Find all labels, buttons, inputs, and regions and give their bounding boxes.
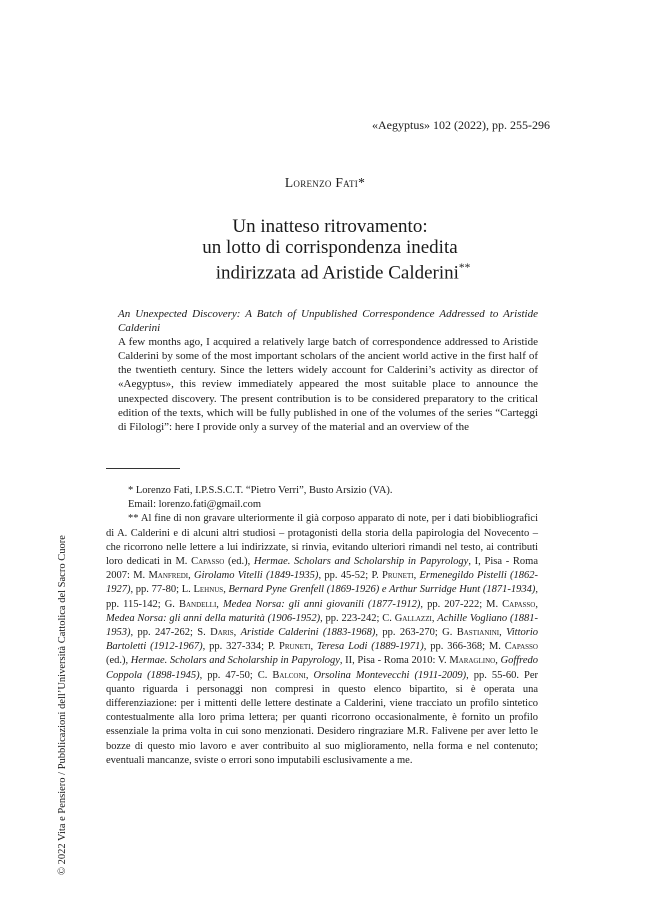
footnote-separator [106,468,180,469]
fn2-text: , [495,655,501,667]
fn2-work-title: Goffredo Coppola (1898-1945) [106,655,539,681]
fn2-author: Daris [210,627,234,639]
fn2-text: , I, Pisa - Roma 2007: M. [106,556,539,582]
fn2-text: , pp. 77-80; L. [130,584,194,596]
title-line-3 [150,258,510,283]
fn2-text: , pp. 47-50; C. [199,669,273,681]
fn2-author: Pruneti [382,570,414,582]
fn2-text: , [188,570,195,582]
fn2-work-title: Ermenegildo Pistelli (1862-1927) [106,570,539,596]
fn2-work-title: Medea Norsa: gli anni giovanili (1877-1912) [222,598,421,610]
fn2-author: Balconi [272,669,306,681]
fn2-text: , pp. 45-52; P. [318,570,383,582]
fn2-text: , [216,598,223,610]
fn2-work-title: Bernard Pyne Grenfell (1869-1926) e Arthur Surridge Hunt (1871-1934) [228,584,536,596]
fn2-work-title: Achille Vogliano (1881-1953) [106,612,538,639]
fn2-text: , [499,627,507,639]
abstract [118,307,538,434]
fn2-text: , pp. 207-222; M. [420,598,503,610]
footnote-1-email: Email: lorenzo.fati@gmail.com [128,499,262,511]
fn2-text: , pp. 366-368; M. [423,641,505,653]
fn2-work-title: Medea Norsa: gli anni della maturità (1906-1952) [106,612,321,624]
fn2-text: , [413,570,420,582]
fn2-text: ** Al fine di non gravare ulteriormente il già corposo apparato di note, per i dati biobibliografici di A. Calderini e di alcuni altri studiosi – protagonisti della storia della papirologia del Novecento – che ricorrono nelle lettere a lui indirizzate, si rinvia, evitando ulteriori rimandi nel testo, ai contributi loro dedicati in M. [106,513,538,568]
fn2-author: Capasso [502,598,536,610]
fn2-author: Manfredi [148,570,189,582]
author-footnote-marker: * [358,175,366,190]
fn2-text: , pp. 327-334; P. [202,641,280,653]
fn2-text: , [233,627,241,639]
footnote-1-affiliation: * Lorenzo Fati, I.P.S.S.C.T. “Pietro Verri”, Busto Arsizio (VA). [128,485,393,496]
author-name-text: Lorenzo Fati [284,175,359,190]
fn2-text: (ed.), [224,556,254,568]
fn2-text: , pp. 247-262; S. [130,627,211,639]
title-footnote-marker: ** [458,262,471,274]
abstract-text: A few months ago, I acquired a relatively large batch of correspondence addressed to Aristide Calderini by some of the most important scholars of the ancient world active in the first half of the twentieth century. Since the letters widely account for Calderini’s activity as director of «Aegyptus», this review immediately appeared the most suitable place to announce the unexpected discovery. The present contribution is to be considered preparatory to the critical edition of the texts, which will be fully published in one of the volumes of the series “Carteggi di Filologi”: here I provide only a survey of the material and an overview of the [118,336,538,433]
fn2-text: , [535,598,538,610]
fn2-text: , pp. 115-142; G. [106,584,539,610]
fn2-author: Capasso [191,556,225,568]
fn2-work-title: Teresa Lodi (1889-1971) [317,641,424,653]
fn2-author: Gallazzi [394,612,432,624]
title-line-2: un lotto di corrispondenza inedita [202,237,458,258]
fn2-work-title: Aristide Calderini (1883-1968) [240,627,376,639]
fn2-work-title: Orsolina Montevecchi (1911-2009) [313,669,467,681]
fn2-text: , [305,669,314,681]
title-line-3-text: indirizzata ad Aristide Calderini [215,262,459,284]
article-title [150,216,510,283]
fn2-text: , pp. 55-60. Per quanto riguarda i personaggi non compresi in questo elenco bipartito, si è operata una differenziazione: per i mittenti delle lettere destinate a Calderini, viene tracciato un profilo sintetico contestualmente alla loro prima lettera; per quanti ricorrono occasionalmente, è fornito un profilo essenziale la prima volta in cui sono menzionati. Desidero ringraziare M.R. Falivene per aver letto le bozze di questo mio lavoro e aver contribuito al suo miglioramento, nella forma e nel contenuto; eventuali mancanze, sviste o errori sono imputabili esclusivamente a me. [106,669,539,766]
fn2-work-title: Vittorio Bartoletti (1912-1967) [106,627,539,653]
footnote-2 [106,512,538,768]
copyright-text: © 2022 Vita e Pensiero / Pubblicazioni dell’Università Cattolica del Sacro Cuore [57,535,68,875]
fn2-text: , pp. 263-270; G. [375,627,457,639]
fn2-text: , [431,612,438,624]
fn2-author: Maraglino [449,655,496,667]
fn2-work-title: Girolamo Vitelli (1849-1935) [194,570,319,582]
fn2-text: , [223,584,229,596]
fn2-work-title: Hermae. Scholars and Scholarship in Papyrology [130,655,340,667]
fn2-text: (ed.), [106,655,131,667]
copyright-sidebar [52,275,74,875]
fn2-author: Bastianini [456,627,500,639]
fn2-work-title: Hermae. Scholars and Scholarship in Papyrology [253,556,469,568]
fn2-author: Pruneti [279,641,311,653]
fn2-author: Bandelli [178,598,217,610]
title-line-1: Un inatteso ritrovamento: [232,216,428,237]
author-name [0,175,650,191]
fn2-author: Capasso [504,641,538,653]
abstract-english-title: An Unexpected Discovery: A Batch of Unpublished Correspondence Addressed to Aristide Calderini [118,308,538,335]
fn2-text: , pp. 223-242; C. [320,612,395,624]
fn2-text: , [310,641,318,653]
footnotes [106,484,538,768]
fn2-text: , II, Pisa - Roma 2010: V. [339,655,450,667]
fn2-author: Lehnus [193,584,224,596]
running-head: «Aegyptus» 102 (2022), pp. 255-296 [372,118,550,132]
